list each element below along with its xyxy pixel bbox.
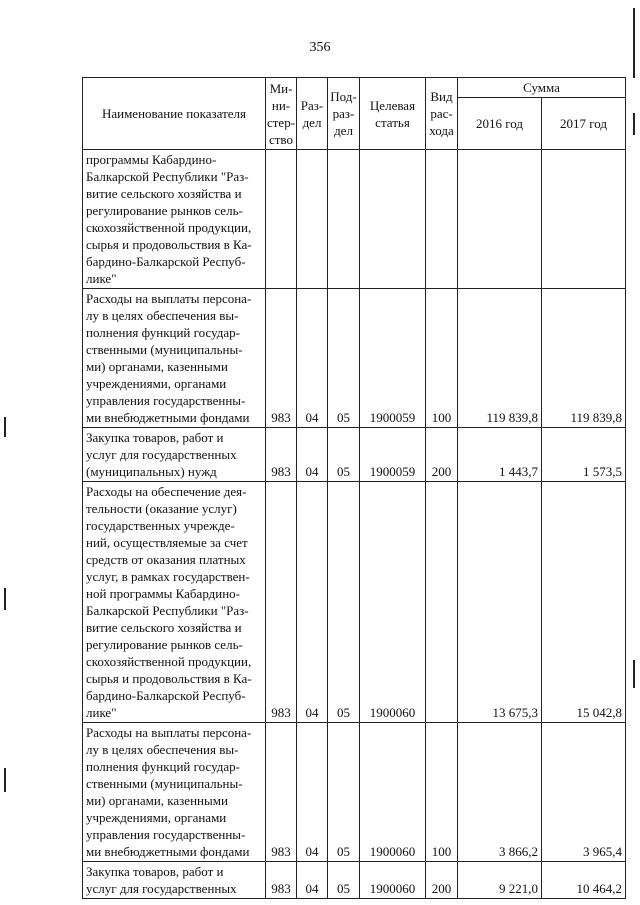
row-sum-2017: 3 965,4: [542, 723, 626, 862]
row-expense-type: 200: [426, 428, 458, 482]
row-target: 1900059: [360, 428, 426, 482]
table-row: [83, 482, 626, 723]
row-target: 1900059: [360, 289, 426, 428]
row-section: 04: [297, 428, 328, 482]
header-year-2016: 2016 год: [458, 98, 542, 150]
budget-table: [82, 77, 626, 899]
row-subsection: 05: [328, 428, 360, 482]
row-sum-2016: 119 839,8: [458, 289, 542, 428]
row-ministry: 983: [266, 862, 297, 899]
table-row: [83, 289, 626, 428]
row-name: Расходы на выплаты персона- лу в целях обеспечения вы- полнения функций государ- ственными (муниципальны- ми) органами, казенными учреждениями, органами управления государственны- ми внебюджетными фондами: [83, 723, 266, 862]
row-subsection: 05: [328, 482, 360, 723]
row-sum-2017: 119 839,8: [542, 289, 626, 428]
scan-margin-mark: [4, 417, 6, 437]
row-subsection: 05: [328, 289, 360, 428]
row-ministry: [266, 150, 297, 289]
row-target: 1900060: [360, 482, 426, 723]
page-number: 356: [309, 40, 331, 55]
scan-margin-mark: [4, 588, 6, 610]
row-sum-2017: 10 464,2: [542, 862, 626, 899]
row-target: 1900060: [360, 723, 426, 862]
row-expense-type: [426, 150, 458, 289]
row-sum-2017: 1 573,5: [542, 428, 626, 482]
row-sum-2016: 13 675,3: [458, 482, 542, 723]
row-name: Закупка товаров, работ и услуг для государственных: [83, 862, 266, 899]
scan-margin-mark: [4, 768, 6, 792]
row-ministry: 983: [266, 428, 297, 482]
row-sum-2017: [542, 150, 626, 289]
row-target: 1900060: [360, 862, 426, 899]
header-sum: Сумма: [458, 78, 626, 98]
row-name: Расходы на выплаты персона- лу в целях обеспечения вы- полнения функций государ- ственными (муниципальны- ми) органами, казенными учреждениями, органами управления государственны- ми внебюджетными фондами: [83, 289, 266, 428]
row-section: [297, 150, 328, 289]
row-ministry: 983: [266, 289, 297, 428]
table-row: [83, 150, 626, 289]
header-subsection: Под- раз- дел: [328, 78, 360, 150]
table-row: [83, 428, 626, 482]
row-section: 04: [297, 723, 328, 862]
row-expense-type: 100: [426, 723, 458, 862]
row-subsection: 05: [328, 862, 360, 899]
row-expense-type: [426, 482, 458, 723]
row-expense-type: 100: [426, 289, 458, 428]
table-row: [83, 862, 626, 899]
row-ministry: 983: [266, 723, 297, 862]
row-subsection: [328, 150, 360, 289]
row-name: программы Кабардино- Балкарской Республики "Раз- витие сельского хозяйства и регулирование рынков сель- скохозяйственной продукции, сырья и продовольствия в Ка- бардино-Балкарской Респуб- лике": [83, 150, 266, 289]
header-name: Наименование показателя: [83, 78, 266, 150]
row-subsection: 05: [328, 723, 360, 862]
row-ministry: 983: [266, 482, 297, 723]
row-sum-2016: 9 221,0: [458, 862, 542, 899]
row-section: 04: [297, 482, 328, 723]
row-expense-type: 200: [426, 862, 458, 899]
scan-margin-mark: [633, 660, 635, 688]
header-year-2017: 2017 год: [542, 98, 626, 150]
row-name: Закупка товаров, работ и услуг для государственных (муниципальных) нужд: [83, 428, 266, 482]
header-expense-type: Вид рас- хода: [426, 78, 458, 150]
scan-margin-mark: [633, 113, 635, 135]
row-sum-2017: 15 042,8: [542, 482, 626, 723]
table-row: [83, 723, 626, 862]
row-section: 04: [297, 289, 328, 428]
header-section: Раз- дел: [297, 78, 328, 150]
row-sum-2016: 1 443,7: [458, 428, 542, 482]
row-section: 04: [297, 862, 328, 899]
header-target: Целевая статья: [360, 78, 426, 150]
row-name: Расходы на обеспечение дея- тельности (оказание услуг) государственных учрежде- ний, осуществляемые за счет средств от оказания платных услуг, в рамках государствен- ной программы Кабардино- Балкарской Республики "Раз- витие сельского хозяйства и регулирование рынков сель- скохозяйственной продукции, сырья и продовольствия в Ка- бардино-Балкарской Респуб- лике": [83, 482, 266, 723]
row-sum-2016: 3 866,2: [458, 723, 542, 862]
header-ministry: Ми- ни- стер- ство: [266, 78, 297, 150]
row-sum-2016: [458, 150, 542, 289]
scan-margin-mark: [633, 8, 635, 78]
row-target: [360, 150, 426, 289]
